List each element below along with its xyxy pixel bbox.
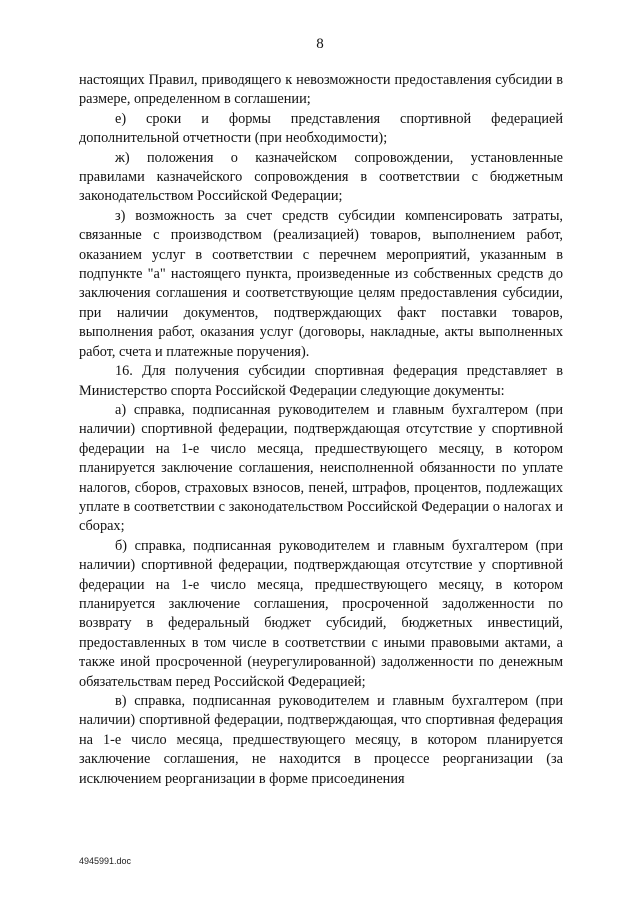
- paragraph-item-zh: ж) положения о казначейском сопровождении, установленные правилами казначейского сопровождения в соответствии с бюджетным законодательством Российской Федерации;: [79, 149, 563, 205]
- paragraph-item-v: в) справка, подписанная руководителем и главным бухгалтером (при наличии) спортивной федерации, подтверждающая, что спортивная федерация на 1-е число месяца, предшествующего месяцу, в котором планируется заключение соглашения, не находится в процессе реорганизации (за исключением реорганизации в форме присоединения: [79, 693, 563, 787]
- paragraph-item-z: з) возможность за счет средств субсидии компенсировать затраты, связанные с производством (реализацией) товаров, выполнением работ, оказанием услуг в соответствии с перечнем мероприятий, указанным в подпункте "а" настоящего пункта, произведенные из собственных средств до заключения соглашения и соответствующие целям предоставления субсидии, при наличии документов, подтверждающих факт поставки товаров, выполнения работ, оказания услуг (договоры, накладные, акты выполненных работ, счета и платежные поручения).: [79, 207, 563, 360]
- paragraph-item-a: а) справка, подписанная руководителем и главным бухгалтером (при наличии) спортивной федерации, подтверждающая отсутствие у спортивной федерации на 1-е число месяца, предшествующего месяцу, в котором планируется заключение соглашения, неисполненной обязанности по уплате налогов, сборов, страховых взносов, пеней, штрафов, процентов, подлежащих уплате в соответствии с законодательством Российской Федерации о налогах и сборах;: [79, 401, 563, 535]
- paragraph-continuation: настоящих Правил, приводящего к невозможности предоставления субсидии в размере, определенном в соглашении;: [79, 72, 563, 108]
- paragraph-item-e: е) сроки и формы представления спортивной федерацией дополнительной отчетности (при необходимости);: [79, 110, 563, 147]
- document-body: [79, 71, 563, 789]
- paragraph-item-b: б) справка, подписанная руководителем и главным бухгалтером (при наличии) спортивной федерации, подтверждающая отсутствие у спортивной федерации на 1-е число месяца, предшествующего месяцу, в котором планируется заключение соглашения, просроченной задолженности по возврату в федеральный бюджет субсидий, бюджетных инвестиций, предоставленных в том числе в соответствии с иными правовыми актами, а также иной просроченной (неурегулированной) задолженности по денежным обязательствам перед Российской Федерацией;: [79, 537, 563, 690]
- page-number: 8: [316, 36, 324, 52]
- paragraph-clause-16: 16. Для получения субсидии спортивная федерация представляет в Министерство спорта Российской Федерации следующие документы:: [79, 363, 563, 399]
- footer-filename: 4945991.doc: [79, 856, 132, 866]
